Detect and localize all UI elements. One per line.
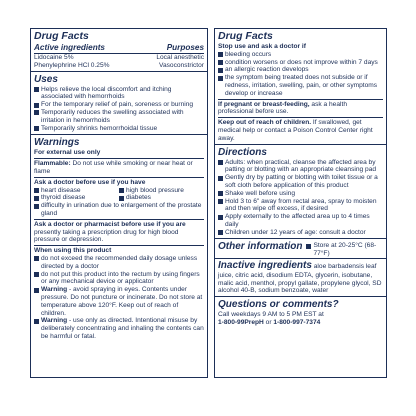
ingredient-row	[34, 54, 204, 62]
direction-item: Adults: when practical, cleanse the affected area by patting or blotting with an appropriate cleansing pad	[218, 159, 383, 175]
ingredient-purpose: Vasoconstrictor	[159, 61, 204, 69]
bullet-square-icon	[306, 244, 311, 249]
uses-item: Helps relieve the local discomfort and itching associated with hemorrhoids	[34, 86, 204, 102]
bullet-square-icon	[218, 191, 223, 196]
stop-use-item: condition worsens or does not improve within 7 days	[218, 59, 383, 67]
condition-item: heart disease	[34, 187, 119, 195]
uses-item: For the temporary relief of pain, soreness or burning	[34, 101, 204, 109]
when-using-item: do not exceed the recommended daily dosage unless directed by a doctor	[34, 255, 204, 271]
condition-item: thyroid disease	[34, 194, 119, 202]
bullet-square-icon	[34, 288, 39, 293]
when-using-item: do not put this product into the rectum by using fingers or any mechanical device or applicator	[34, 271, 204, 287]
other-information-heading: Other information	[218, 240, 303, 252]
when-using-heading: When using this product	[34, 247, 112, 255]
drug-facts-title: Drug Facts	[34, 30, 89, 42]
direction-item: Shake well before using	[218, 190, 383, 198]
bullet-square-icon	[34, 188, 39, 193]
bullet-square-icon	[34, 126, 39, 131]
questions-section	[215, 296, 386, 327]
other-information-section	[215, 238, 386, 258]
drug-facts-left-panel	[30, 28, 208, 378]
inactive-ingredients-section	[215, 258, 386, 295]
warnings-heading: Warnings	[34, 137, 80, 149]
ingredients-header-row	[34, 43, 204, 54]
uses-item: Temporarily reduces the swelling associated with irritation in hemorrhoids	[34, 109, 204, 125]
bullet-square-icon	[218, 60, 223, 65]
purposes-heading: Purposes	[166, 43, 204, 52]
bullet-square-icon	[218, 215, 223, 220]
stop-use-item: the symptom being treated does not subside or if redness, irritation, swelling, pain, or other symptoms develop or increase	[218, 74, 383, 97]
bullet-square-icon	[34, 103, 39, 108]
bullet-square-icon	[34, 204, 39, 209]
phone-number-link[interactable]: 1-800-99PrepH	[218, 318, 264, 326]
bullet-square-icon	[119, 188, 124, 193]
stop-use-item: bleeding occurs	[218, 51, 383, 59]
divider	[218, 117, 383, 118]
condition-item: high blood pressure	[119, 187, 204, 195]
ingredient-row	[34, 62, 204, 70]
drug-facts-continued-title: Drug Facts	[218, 30, 273, 42]
pregnancy-notice: If pregnant or breast-feeding, ask a health professional before use.	[218, 100, 347, 116]
bullet-square-icon	[34, 87, 39, 92]
stop-use-section	[215, 30, 386, 143]
warnings-section	[31, 134, 207, 340]
uses-section	[31, 71, 207, 133]
when-using-item: Warning - use only as directed. Intentional misuse by deliberately concentrating and inhaling the contents can be harmful or fatal.	[34, 317, 204, 340]
direction-item: Children under 12 years of age: consult a doctor	[218, 229, 383, 237]
bullet-square-icon	[119, 196, 124, 201]
bullet-square-icon	[218, 68, 223, 73]
bullet-square-icon	[34, 110, 39, 115]
inactive-ingredients-list: aloe barbadensis leaf juice, citric acid, disodium EDTA, glycerin, isobutane, malic acid, menthol, propyl gallate, propylene glycol, SD alcohol 40-B, sodium benzoate, water	[218, 262, 382, 295]
directions-section	[215, 144, 386, 237]
stop-use-item: an allergic reaction develops	[218, 66, 383, 74]
conditions-grid	[34, 187, 204, 203]
bullet-square-icon	[34, 272, 39, 277]
direction-item: Gently dry by patting or blotting with toilet tissue or a soft cloth before application of this product	[218, 174, 383, 190]
condition-item: diabetes	[119, 194, 204, 202]
directions-heading: Directions	[218, 146, 267, 158]
uses-heading: Uses	[34, 73, 58, 85]
drug-facts-right-panel	[214, 28, 387, 378]
when-using-item: Warning - avoid spraying in eyes. Contents under pressure. Do not puncture or incinerate. Do not store at temperature above 120°F. Keep out of reach of children.	[34, 286, 204, 317]
divider	[218, 99, 383, 100]
phone-number-link[interactable]: 1-800-997-7374	[273, 318, 321, 326]
direction-item: Hold 3 to 6" away from rectal area, spray to moisten and then wipe off excess, if desired	[218, 198, 383, 214]
direction-item: Apply externally to the affected area up to 4 times daily	[218, 213, 383, 229]
keep-out-of-reach-notice: Keep out of reach of children. If swallowed, get medical help or contact a Poison Control Center right away.	[218, 119, 373, 142]
divider	[34, 219, 204, 220]
flammable-notice: Flammable: Do not use while smoking or near heat or flame	[34, 160, 193, 175]
ask-doctor-heading: Ask a doctor before use if you have	[34, 178, 146, 186]
ingredient-purpose: Local anesthetic	[156, 54, 204, 61]
questions-heading: Questions or comments?	[218, 299, 339, 311]
bullet-square-icon	[218, 199, 223, 204]
divider	[34, 158, 204, 159]
active-ingredients-heading: Active ingredients	[34, 43, 105, 52]
bullet-square-icon	[218, 76, 223, 81]
ask-pharmacist-notice: Ask a doctor or pharmacist before use if you are presently taking a prescription drug for high blood pressure or depression.	[34, 220, 186, 244]
bullet-square-icon	[218, 160, 223, 165]
divider	[34, 177, 204, 178]
bullet-square-icon	[34, 256, 39, 261]
storage-item: Store at 20-25°C (68-77°F)	[306, 242, 383, 258]
bullet-square-icon	[34, 319, 39, 324]
bullet-square-icon	[34, 196, 39, 201]
bullet-square-icon	[218, 230, 223, 235]
bullet-square-icon	[218, 176, 223, 181]
inactive-ingredients-heading: Inactive ingredients	[218, 259, 312, 271]
divider	[34, 245, 204, 246]
active-ingredients-section	[31, 30, 207, 70]
phone-numbers: 1-800-99PrepH or 1-800-997-7374	[218, 318, 321, 326]
call-hours-text: Call weekdays 9 AM to 5 PM EST at	[218, 311, 324, 319]
stop-use-heading: Stop use and ask a doctor if	[218, 43, 306, 50]
bullet-square-icon	[218, 52, 223, 57]
external-use-notice: For external use only	[34, 149, 101, 157]
condition-item: difficulty in urination due to enlargement of the prostate gland	[34, 202, 204, 218]
ingredient-name: Lidocaine 5%	[34, 54, 74, 61]
ingredient-name: Phenylephrine HCl 0.25%	[34, 61, 110, 69]
uses-item: Temporarily shrinks hemorrhoidal tissue	[34, 125, 204, 133]
